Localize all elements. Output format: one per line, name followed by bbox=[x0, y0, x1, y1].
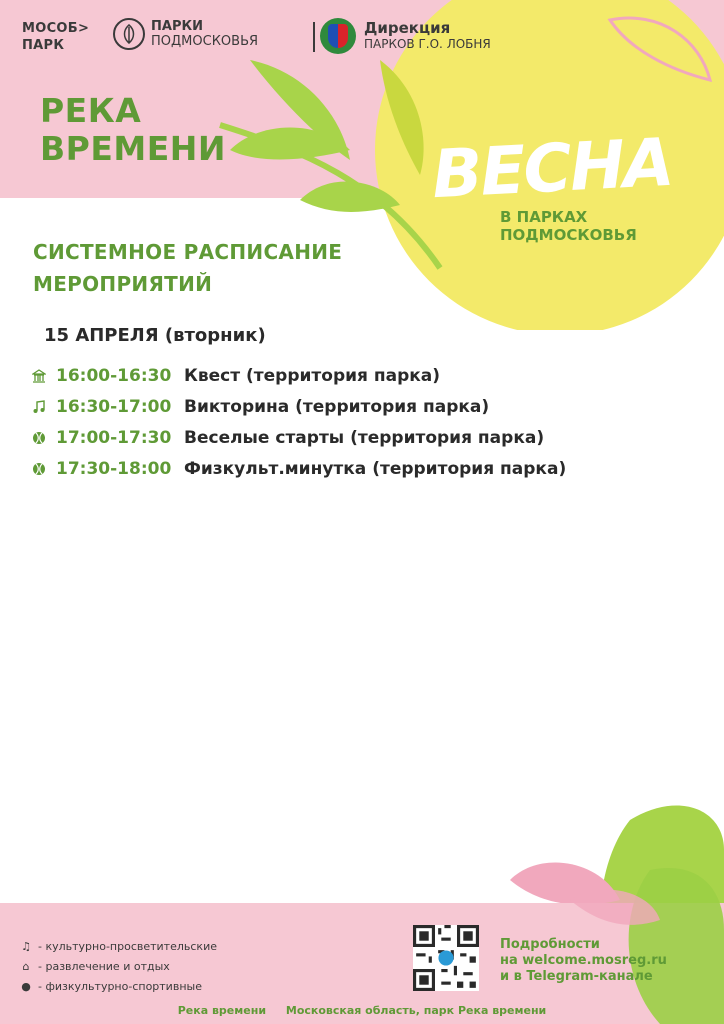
leisure-icon bbox=[30, 367, 48, 385]
info-line: Подробности bbox=[500, 937, 600, 952]
park-title-line2: ВРЕМЕНИ bbox=[40, 129, 226, 168]
sport-ball-icon bbox=[30, 460, 48, 478]
schedule-time: 17:30-18:00 bbox=[56, 458, 172, 479]
schedule-time: 16:30-17:00 bbox=[56, 396, 172, 417]
mosobpark-logo-line2: ПАРК bbox=[22, 38, 65, 53]
schedule-heading bbox=[33, 236, 342, 300]
info-block bbox=[500, 937, 667, 985]
footer-location: Московская область, парк Река времени bbox=[285, 1004, 547, 1017]
campaign-subtitle-line1: В ПАРКАХ bbox=[500, 208, 588, 226]
park-title-line1: РЕКА bbox=[40, 91, 142, 130]
event-date: 15 АПРЕЛЯ (вторник) bbox=[44, 325, 266, 346]
parki-logo-title: ПАРКИ bbox=[151, 19, 203, 34]
legend-item bbox=[18, 957, 217, 977]
park-title bbox=[40, 92, 226, 168]
legend-text: - развлечение и отдых bbox=[38, 960, 170, 973]
mosobpark-logo-line1: МОСОБ> bbox=[22, 21, 90, 36]
schedule-row bbox=[30, 391, 566, 422]
legend-text: - физкультурно-спортивные bbox=[38, 980, 202, 993]
sport-ball-icon: ● bbox=[21, 980, 31, 993]
schedule-row bbox=[30, 360, 566, 391]
footer bbox=[0, 1004, 724, 1017]
schedule-event: Физкульт.минутка (территория парка) bbox=[184, 458, 567, 479]
schedule-event: Веселые старты (территория парка) bbox=[184, 427, 545, 448]
leaf-icon bbox=[113, 18, 145, 50]
direction-logo bbox=[320, 18, 491, 54]
schedule-event: Викторина (территория парка) bbox=[184, 396, 490, 417]
qr-code[interactable] bbox=[413, 925, 479, 991]
sport-ball-icon bbox=[30, 429, 48, 447]
campaign-title: ВЕСНА bbox=[430, 123, 675, 214]
schedule-event: Квест (территория парка) bbox=[184, 365, 441, 386]
campaign-subtitle bbox=[500, 208, 637, 244]
parki-logo-subtitle: ПОДМОСКОВЬЯ bbox=[151, 34, 259, 49]
legend bbox=[18, 937, 217, 997]
legend-text: - культурно-просветительские bbox=[38, 940, 217, 953]
schedule-heading-line1: СИСТЕМНОЕ РАСПИСАНИЕ bbox=[33, 240, 343, 264]
footer-park-name: Река времени bbox=[177, 1004, 267, 1017]
logo-divider bbox=[313, 22, 315, 52]
direction-logo-title: Дирекция bbox=[364, 19, 451, 37]
schedule-row bbox=[30, 422, 566, 453]
schedule-list bbox=[30, 360, 566, 484]
schedule-row bbox=[30, 453, 566, 484]
campaign-subtitle-line2: ПОДМОСКОВЬЯ bbox=[500, 226, 637, 244]
coat-of-arms-icon bbox=[320, 18, 356, 54]
legend-item bbox=[18, 977, 217, 997]
music-note-icon bbox=[30, 398, 48, 416]
schedule-time: 17:00-17:30 bbox=[56, 427, 172, 448]
schedule-time: 16:00-16:30 bbox=[56, 365, 172, 386]
website-link[interactable]: на welcome.mosreg.ru bbox=[500, 953, 667, 968]
schedule-heading-line2: МЕРОПРИЯТИЙ bbox=[33, 272, 213, 296]
mosobpark-logo bbox=[22, 20, 89, 54]
leisure-icon: ⌂ bbox=[22, 960, 30, 973]
direction-logo-subtitle: ПАРКОВ Г.О. ЛОБНЯ bbox=[364, 37, 491, 51]
legend-item bbox=[18, 937, 217, 957]
info-line: и в Telegram-канале bbox=[500, 969, 653, 984]
music-note-icon: ♫ bbox=[21, 940, 31, 953]
parki-podmoskovya-logo bbox=[113, 18, 258, 50]
